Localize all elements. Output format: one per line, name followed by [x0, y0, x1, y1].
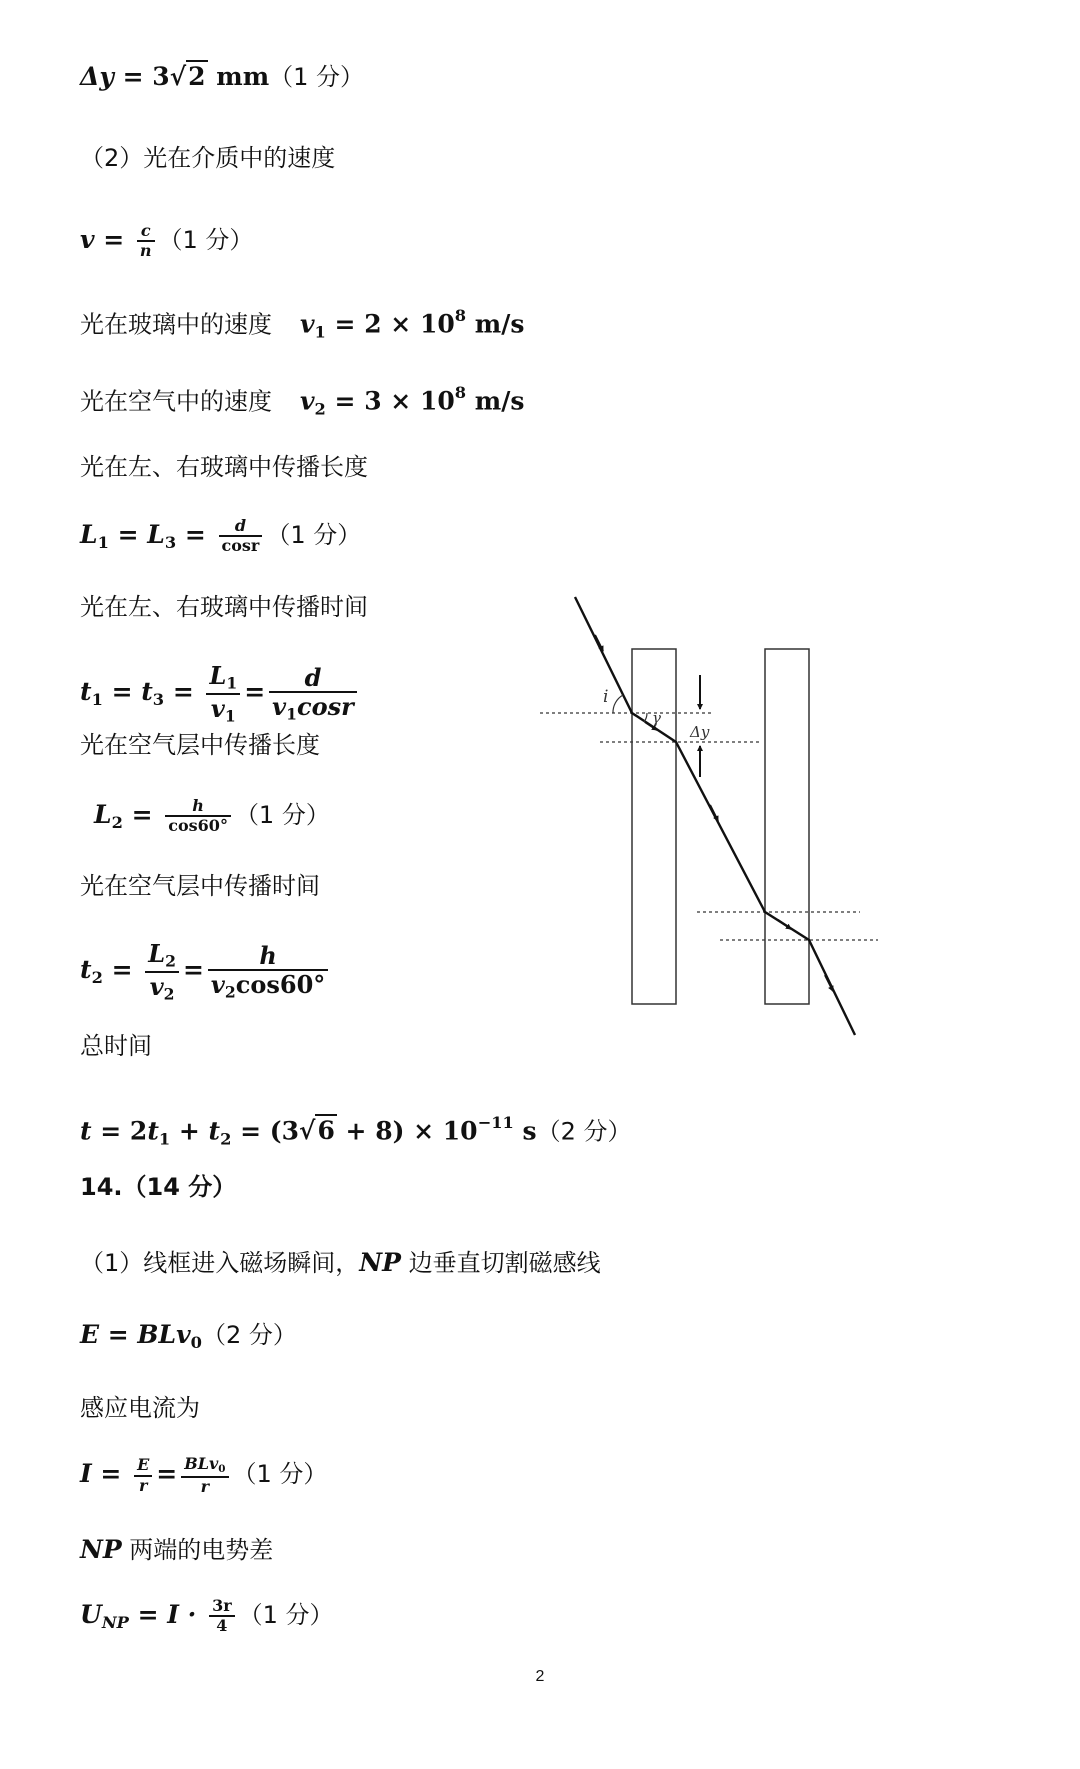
L1-score: （1 分） — [266, 520, 362, 549]
U-den: 4 — [216, 1616, 228, 1636]
right-glass-plate — [765, 649, 809, 1004]
v1-sub: 1 — [314, 322, 326, 342]
dy-score: （1 分） — [269, 63, 365, 91]
I-d2: r — [200, 1477, 210, 1497]
q14-heading — [80, 1174, 236, 1199]
t-radicand: 6 — [317, 1116, 335, 1146]
len-glass-heading: 光在左、右玻璃中传播长度 — [80, 453, 368, 481]
q14-text: 14.（14 分） — [80, 1173, 237, 1201]
L1-den: cosr — [221, 536, 260, 556]
t-t2: t — [208, 1116, 221, 1146]
E-lhs: E — [80, 1320, 100, 1349]
part1-np: NP — [359, 1248, 401, 1277]
U-num: 3r — [209, 1597, 235, 1617]
L1-fraction — [219, 517, 263, 556]
time-air-heading: 光在空气层中传播时间 — [80, 872, 320, 900]
dy-unit: mm — [207, 62, 270, 91]
line-np-diff — [80, 1537, 273, 1562]
t1-d2-tail: cosr — [296, 692, 354, 722]
line-v: v = $\frac{c}{n}$ （1 分） — [80, 221, 254, 261]
v2-eq: = 3 × 10 — [325, 386, 455, 416]
line-dy — [80, 64, 364, 89]
I-n2: BLv — [184, 1454, 219, 1473]
dy-lhs: Δy — [80, 62, 114, 91]
v1-sup: 8 — [454, 306, 467, 325]
t-lhs: t — [80, 1116, 92, 1146]
v-score: （1 分） — [158, 225, 254, 254]
v1-text: 光在玻璃中的速度 — [80, 310, 272, 339]
t-score: （2 分） — [536, 1117, 632, 1146]
label-gamma: γ — [652, 709, 661, 727]
U-lhs-sub: NP — [101, 1612, 129, 1632]
v-lhs: v — [80, 224, 95, 254]
page-number: 2 — [535, 1668, 545, 1685]
ray-arrow-4 — [778, 920, 791, 929]
L2-fraction — [165, 797, 231, 836]
t2-d2-sub: 2 — [224, 982, 236, 1002]
t-t1: t — [147, 1116, 159, 1146]
left-glass-plate — [632, 649, 676, 1004]
t1-d2: v — [272, 692, 287, 722]
E-score: （2 分） — [201, 1321, 297, 1349]
t2-frac2 — [208, 942, 328, 1002]
line-L2: $L_2$ = $\frac{h}{\cos 60^\circ}$ （1 分） — [94, 796, 330, 836]
label-i: i — [603, 687, 609, 707]
L1-a-sub: 1 — [97, 532, 109, 552]
L2-a-sub: 2 — [111, 812, 123, 832]
E-rhs-sub: 0 — [190, 1332, 202, 1352]
I-n2-sub: 0 — [218, 1463, 226, 1476]
line-t-total — [80, 1115, 632, 1148]
t2-d1-sub: 2 — [163, 984, 175, 1004]
v2-text: 光在空气中的速度 — [80, 387, 272, 416]
t-eq1: = 2 — [91, 1116, 148, 1146]
v2-sup: 8 — [454, 383, 467, 402]
line-part1 — [80, 1250, 601, 1275]
I-frac2 — [181, 1455, 228, 1496]
E-eq: = — [99, 1320, 138, 1349]
t1-b-sub: 3 — [152, 689, 165, 709]
part1-pre: （1）线框进入磁场瞬间， — [80, 1249, 360, 1277]
line-L1: $L_1 = L_3$ = $\frac{d}{\cos r}$ （1 分） — [80, 516, 362, 556]
t-eq2: = (3 — [231, 1116, 299, 1146]
v2-sub: 2 — [314, 399, 326, 419]
t1-b: t — [141, 677, 153, 707]
line-E — [80, 1322, 297, 1351]
L2-den: cos60° — [168, 816, 228, 836]
t1-d1: v — [210, 693, 225, 723]
v-num: c — [137, 222, 155, 242]
t2-frac1 — [145, 940, 179, 1003]
len-air-heading: 光在空气层中传播长度 — [80, 731, 320, 759]
v1-eq: = 2 × 10 — [325, 309, 455, 339]
line-U — [80, 1597, 334, 1636]
label-dy: Δy — [690, 723, 710, 741]
total-heading: 总时间 — [80, 1032, 152, 1060]
v1-lhs: v — [300, 309, 315, 339]
ray-arrow-3 — [710, 805, 718, 821]
np-diff-np: NP — [80, 1535, 122, 1564]
ray-arrow-5 — [825, 975, 833, 991]
t1-a: t — [80, 677, 92, 707]
line-v2 — [80, 385, 524, 418]
L1-num: d — [219, 517, 263, 537]
dy-sqrt: √2 — [169, 62, 206, 91]
U-fraction — [209, 1597, 235, 1636]
t-tail: + 8) × 10 — [336, 1116, 478, 1146]
t-plus: + — [170, 1116, 209, 1146]
v2-unit: m/s — [466, 386, 525, 416]
t1-n1-sub: 1 — [226, 673, 238, 693]
v-fraction — [137, 222, 155, 261]
t2-d2-tail: cos60° — [235, 970, 326, 1000]
L2-a: L — [94, 799, 112, 829]
dy-radicand: 2 — [188, 62, 206, 91]
v2-lhs: v — [300, 386, 315, 416]
I-n1: E — [134, 1456, 152, 1476]
part1-post: 边垂直切割磁感线 — [400, 1249, 601, 1277]
t2-n1: L — [148, 939, 166, 968]
current-heading: 感应电流为 — [80, 1394, 200, 1422]
I-score: （1 分） — [232, 1460, 328, 1489]
part2-heading: （2）光在介质中的速度 — [80, 144, 336, 172]
t-sup: −11 — [477, 1113, 514, 1132]
t1-d2-sub: 1 — [286, 704, 297, 724]
I-lhs: I — [80, 1459, 92, 1489]
ray-arrow-1 — [595, 635, 603, 651]
t2-a-sub: 2 — [91, 967, 103, 987]
L1-a: L — [80, 519, 98, 549]
I-d1: r — [138, 1475, 148, 1495]
line-I: I = $\frac{E}{r}$ = $\frac{BLv_0}{r}$ （1 分） — [80, 1454, 328, 1497]
U-mid: = I · — [128, 1599, 206, 1629]
line-v1 — [80, 308, 524, 341]
L1-b: L — [147, 519, 165, 549]
t2-d2: v — [210, 970, 225, 1000]
v-den: n — [139, 241, 152, 261]
L2-score: （1 分） — [234, 800, 330, 829]
t-sqrt: √6 — [299, 1116, 335, 1146]
t2-n2: h — [208, 942, 328, 972]
t1-frac1 — [206, 662, 240, 725]
t2-n1-sub: 2 — [165, 951, 176, 971]
np-diff-post: 两端的电势差 — [121, 1536, 274, 1564]
angle-gamma-arc — [644, 713, 647, 722]
t2-a: t — [80, 955, 92, 985]
U-lhs: U — [80, 1599, 102, 1629]
U-score: （1 分） — [238, 1600, 334, 1629]
angle-i-arc — [613, 695, 623, 713]
L2-num: h — [165, 797, 231, 817]
t1-n1: L — [209, 661, 227, 690]
E-rhs: BLv — [137, 1320, 191, 1349]
t1-a-sub: 1 — [91, 689, 103, 709]
t1-n2: d — [269, 664, 357, 694]
line-t1: $t_1 = t_3$ = $\frac{L_1}{v_1}$ = $\frac{d}{v_1\cos r}$ — [80, 662, 361, 725]
t-t2-sub: 2 — [220, 1129, 232, 1149]
t1-frac2 — [269, 664, 357, 724]
I-frac1 — [134, 1456, 152, 1495]
t1-d1-sub: 1 — [224, 706, 236, 726]
time-glass-heading: 光在左、右玻璃中传播时间 — [80, 593, 368, 621]
refraction-diagram — [535, 585, 885, 1045]
line-t2: $t_2$ = $\frac{L_2}{v_2}$ = $\frac{h}{v_2\cos 60^\circ}$ — [80, 940, 332, 1003]
t-t1-sub: 1 — [158, 1129, 171, 1149]
t-unit: s — [513, 1116, 537, 1146]
t2-d1: v — [149, 971, 164, 1001]
dy-eq: = 3 — [113, 62, 170, 91]
v1-unit: m/s — [466, 309, 525, 339]
L1-b-sub: 3 — [164, 532, 177, 552]
